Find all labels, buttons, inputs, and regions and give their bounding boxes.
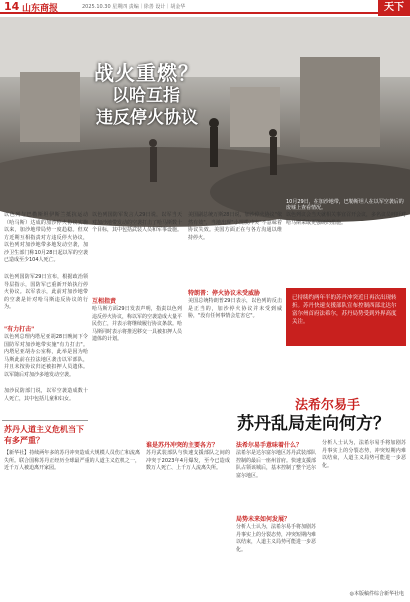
mid-para-1: 以色列国防军发言人29日说，以军当天对加沙地带发动的空袭打击了哈马斯数十个目标，其中包括武装人员和军事设施。 <box>92 212 183 233</box>
main-headline-line3: 违反停火协议 <box>96 108 198 128</box>
pull-quote-box <box>286 288 406 346</box>
sudan-box-title: 苏丹人道主义危机当下有多严重？ <box>4 425 84 445</box>
left-subhead: "有力打击" <box>4 326 35 333</box>
sudan-q1: 谁是苏丹冲突的主要各方？ <box>146 442 219 449</box>
mid-para-2: 哈马斯方面29日发表声明，指责以色列违反停火协议，称以军的空袭造成大量平民伤亡，并表示将继续履行协议条款。哈马斯同时表示将推迟移交一具被扣押人员遗体的计划。 <box>92 306 183 342</box>
divider <box>2 420 88 421</box>
mid-subhead: 互相指责 <box>92 298 117 305</box>
sudan-a2: 法希尔是达尔富尔地区苏丹武装部队控制的最后一座州首府。快速支援部队占领该城后，基本控制了整个达尔富尔地区。 <box>236 450 317 479</box>
page-number: 14 <box>4 0 20 13</box>
right-para-2: 以色列议会当天就相关事宜召开会议，多名议员呼吁对哈马斯采取更强硬的措施。 <box>286 212 407 226</box>
section-name: 山东商报 <box>22 4 59 14</box>
sudan-q3: 局势未来如何发展？ <box>236 516 291 523</box>
left-para-3: 以色列总理内塔尼亚胡28日晚间下令国防军对加沙地带实施"有力打击"。内塔尼亚胡办公室称，此举是因为哈马斯此前在拉法地区袭击以军部队，并且未按协议归还被扣押人员遗体。以军随后对加沙多地发动空袭。 <box>4 334 88 378</box>
masthead-bar <box>0 0 410 14</box>
left-para-1: 以色列与巴勒斯坦伊斯兰抵抗运动（哈马斯）达成的加沙停火协议实施以来，加沙地带局势一度趋稳。但双方近期互相指责对方违反停火协议，以色列对加沙地带多地发动空袭，加沙卫生部门称10月28日起以军的空袭已造成至少104人死亡。 <box>4 212 88 263</box>
photo-caption: 10月29日，在加沙地带，巴勒斯坦人在以军空袭后的废墟上查看情况。 <box>286 199 404 211</box>
sudan-cont: 分析人士认为，法希尔易手将加剧苏丹事实上的分裂态势，冲突短期内难以结束，人道主义局势可能进一步恶化。 <box>322 440 406 469</box>
sudan-a1: 苏丹武装部队与快速支援部队之间的冲突于2023年4月爆发，至今已造成数万人死亡、上千万人流离失所。 <box>146 450 230 471</box>
right-para-3: 美国总统特朗普29日表示，以色列的反击是正当的，加沙停火协议并未受到威胁，"没有任何事情会危害它"。 <box>188 298 282 319</box>
left-para-4: 加沙民防部门说，以军空袭造成数十人死亡，其中包括儿童和妇女。 <box>4 388 88 402</box>
sudan-q2: 法希尔易手意味着什么？ <box>236 442 303 449</box>
source-footer: ◎本版稿件综合新华社电 <box>349 591 404 597</box>
left-para-2: 以色列国防军29日宣布，根据政治领导层指示，国防军已重新开始执行停火协议。以军表示，此前对加沙地带的空袭是针对哈马斯违反协议的行为。 <box>4 274 88 310</box>
main-headline-line1: 战火重燃？ <box>94 61 199 85</box>
pull-quote-text: 已持续约两年半的苏丹冲突近日再次出现转折。苏丹快速支援部队宣布控制西部北达尔富尔州首府法希尔，苏丹局势受到外界高度关注。 <box>292 295 397 325</box>
sudan-headline-main: 苏丹乱局走向何方？ <box>237 414 390 434</box>
hero-photo <box>0 17 410 211</box>
section-tag: 天下 <box>378 0 410 16</box>
right-subhead: 特朗普：停火协议未受威胁 <box>188 290 261 297</box>
sudan-a3: 分析人士认为，法希尔易手将加剧苏丹事实上的分裂态势，冲突短期内难以结束，人道主义局势可能进一步恶化。 <box>236 524 317 553</box>
issue-meta: 2025.10.30 星期四 责编｜徐善 设计｜胡金华 <box>82 4 186 10</box>
sudan-box-text: 【新华社】持续两年多的苏丹冲突造成大规模人员伤亡和流离失所。联合国称苏丹正经历全球最严重的人道主义危机之一，近千万人被迫离开家园。 <box>4 450 140 471</box>
sudan-headline-kicker: 法希尔易手 <box>294 398 360 413</box>
rubble-scene-image <box>0 17 410 207</box>
right-para-1: 美国副总统万斯28日说，加沙停火协议"依然有效"，当地出现"小规模冲突"不意味着协议失效。美国方面正在与各方沟通以维持停火。 <box>188 212 282 241</box>
main-headline-line2: 以哈互指 <box>112 86 180 106</box>
